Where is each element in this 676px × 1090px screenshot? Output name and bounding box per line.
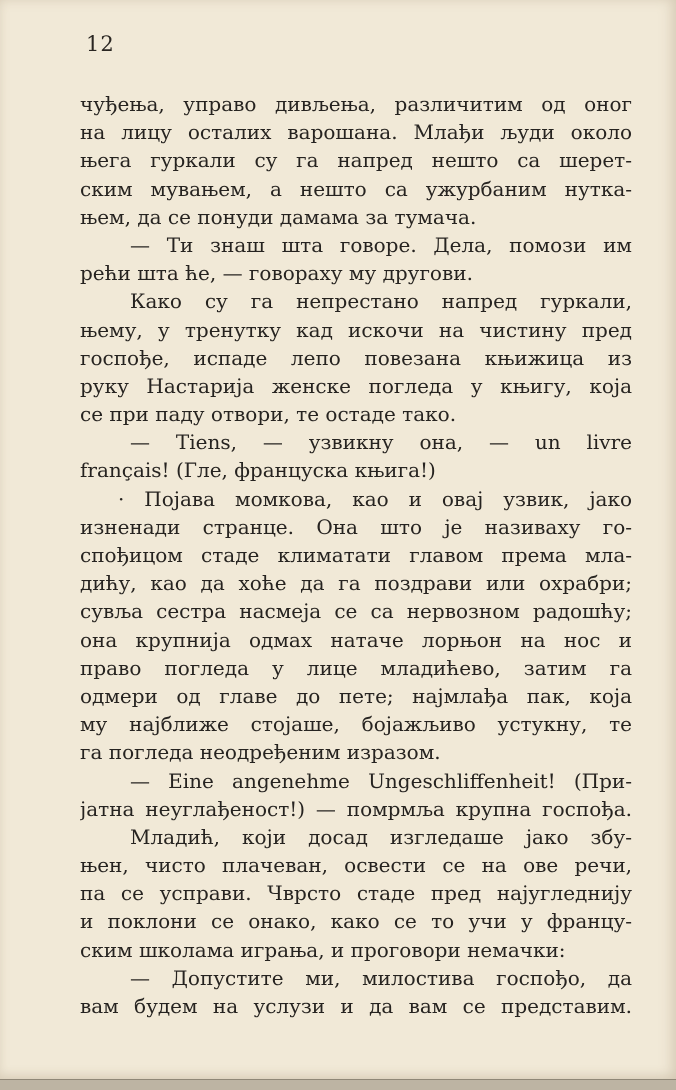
text-line: њем, да се понуди дамама за тумача. [80,204,477,229]
page-bottom-edge [0,1079,676,1090]
text-line: français! (Гле, француска књига!) [80,458,436,483]
text-line: му најближе стојаше, бојажљиво устукну, те [80,712,632,737]
text-line: она крупнија одмах натаче лорњон на нос и [80,627,632,652]
text-line: — Eine angenehme Ungeschliffenheit! (При- [130,768,632,793]
text-line: право погледа у лице младићево, затим га [80,655,632,680]
text-line: ским мувањем, а нешто са ужурбаним нутка- [80,176,632,201]
text-line: одмери од главе до пете; најмлађа пак, која [80,683,632,708]
text-line: га погледа неодређеним изразом. [80,740,441,765]
text-line: сувља сестра насмеја се са нервозном радошћу; [80,599,632,624]
text-line: Младић, који досад изгледаше јако збу- [130,824,632,849]
text-line: ским школама играња, и проговори немачки: [80,937,566,962]
text-line: изненади странце. Она што је називаху го- [80,514,632,539]
text-line: вам будем на услузи и да вам се представим. [80,994,632,1018]
text-line: њему, у тренутку кад искочи на чистину пред [80,317,632,342]
text-line: чуђења, управо дивљења, различитим од оног [80,92,632,116]
text-line: — Допустите ми, милостива госпођо, да [130,965,632,990]
text-line: · Појава момкова, као и овај узвик, јако [118,486,632,511]
text-line: — Ти знаш шта говоре. Дела, помози им [130,232,632,257]
text-line: и поклони се онако, како се то учи у францу- [80,909,632,934]
text-line: па се усправи. Чврсто стаде пред најугледнију [80,881,632,906]
text-line: на лицу осталих варошана. Млађи људи около [80,120,632,145]
text-line: рећи шта ће, — говораху му другови. [80,261,473,286]
text-line: — Tiens, — узвикну она, — un livre [130,430,632,455]
text-line: дићу, као да хоће да га поздрави или охрабри; [80,571,632,596]
text-line: јатна неуглађеност!) — помрмља крупна госпођа. [80,796,632,821]
text-line: спођицом стаде климатати главом према мла- [80,543,632,567]
body-text [80,90,632,1020]
text-line: њен, чисто плачеван, освести се на ове речи, [80,853,632,878]
text-line: Како су га непрестано напред гуркали, [130,289,632,314]
text-line: њега гуркали су га напред нешто са шерет- [80,148,632,173]
page-number: 12 [86,32,115,56]
text-line: госпође, испаде лепо повезана књижица из [80,345,632,370]
text-line: се при паду отвори, те остаде тако. [80,402,457,427]
text-line: руку Настарија женске погледа у књигу, која [80,373,632,398]
